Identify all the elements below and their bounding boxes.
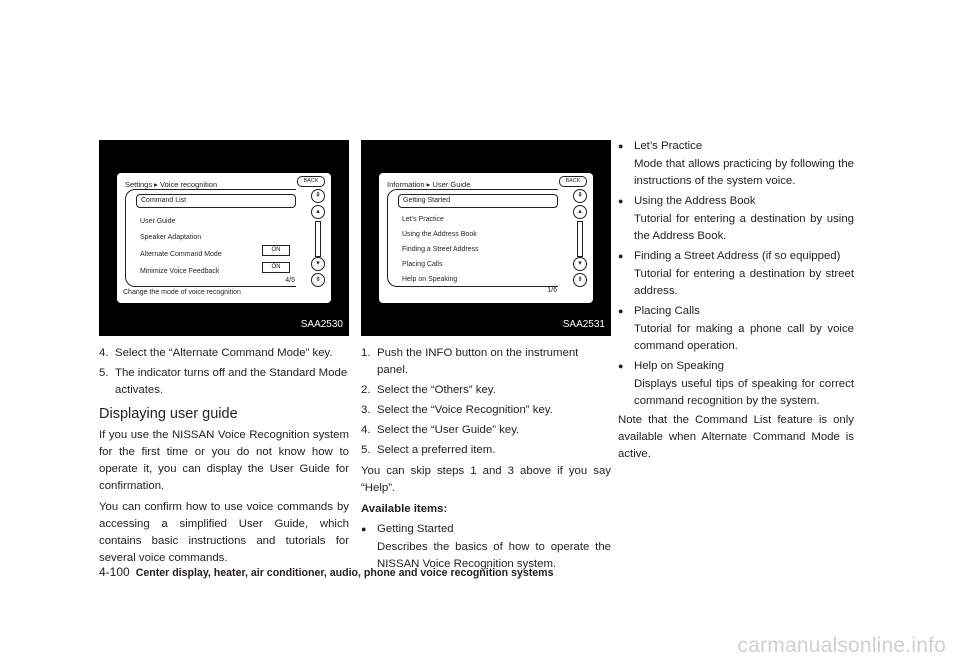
menu-item: Speaker Adaptation [140,234,202,241]
menu-item: Placing Calls [402,261,443,268]
menu-item: Minimize Voice Feedback [140,268,220,275]
screen-display [379,173,593,303]
available-items-heading: Available items: [361,503,448,515]
step-text: Select the “Others” key. [377,384,496,396]
bullet-icon: ● [618,196,624,206]
step-number: 5. [361,444,371,456]
scroll-up-icon: ▴ [573,205,587,219]
bullet-description: Mode that allows practicing by following the instructions of the system voice. [634,158,854,187]
menu-item: Let’s Practice [402,216,444,223]
scroll-up-icon: ▴ [311,205,325,219]
figure-caption: SAA2531 [562,319,605,330]
bullet-description: Tutorial for making a phone call by voice command operation. [634,323,854,352]
step-text: The indicator turns off and the Standard Mode activates. [115,367,348,396]
bullet-icon: ● [618,306,624,316]
bullet-text: Let’s Practice [634,140,703,152]
bullet-description: Describes the basics of how to operate the NISSAN Voice Recognition system. [377,541,611,570]
bullet-text: Using the Address Book [634,195,756,207]
scroll-top-icon: ⇞ [573,189,587,203]
menu-item: Alternate Command Mode [140,251,222,258]
column-right [618,138,854,463]
bullet-title [618,138,854,155]
scroll-track [315,221,321,257]
step [361,422,611,439]
scroll-down-icon: ▾ [311,257,325,271]
figure-voice-recognition-settings [99,140,349,336]
paragraph: If you use the NISSAN Voice Recognition system for the first time or you do not know how to operate it, you can display the User Guide for confirmation. [99,429,349,492]
section-heading: Displaying user guide [99,406,238,422]
step-text: Select the “Alternate Command Mode” key. [115,347,333,359]
step [99,365,349,399]
bullet-text: Help on Speaking [634,360,724,372]
menu-item: Command List [136,194,296,208]
scroll-bottom-icon: ⇟ [311,273,325,287]
menu-item: Finding a Street Address [402,246,479,253]
page-footer [99,565,553,579]
screen-title: Settings ▸ Voice recognition [125,180,218,189]
step-number: 5. [99,367,109,379]
bullet-icon: ● [361,524,367,534]
scroll-controls [311,189,325,285]
column-left [99,140,349,567]
bullet-icon: ● [618,251,624,261]
bullet-icon: ● [618,141,624,151]
step-number: 2. [361,384,371,396]
step [361,442,611,459]
watermark: carmanualsonline.info [737,634,946,657]
menu-item: User Guide [140,218,176,225]
bullet-title [618,248,854,265]
step [361,382,611,399]
scroll-track [577,221,583,257]
bullet-text: Getting Started [377,523,454,535]
bullet-title [618,193,854,210]
screen-title: Information ▸ User Guide [387,180,471,189]
figure-caption: SAA2530 [300,319,343,330]
scroll-bottom-icon: ⇟ [573,273,587,287]
page-indicator: 1/6 [547,287,557,294]
bullet-description: Tutorial for entering a destination by street address. [634,268,854,297]
menu-list [125,189,296,287]
bullet-title [618,303,854,320]
menu-item: Using the Address Book [402,231,477,238]
menu-list [387,189,558,287]
scroll-top-icon: ⇞ [311,189,325,203]
back-button: BACK [559,176,587,187]
bullet-text: Placing Calls [634,305,700,317]
menu-item: Help on Speaking [402,276,458,283]
on-indicator: ON [262,245,290,256]
back-button: BACK [297,176,325,187]
step-text: Push the INFO button on the instrument panel. [377,347,579,376]
status-text: Change the mode of voice recognition [123,289,241,296]
scroll-controls [573,189,587,285]
step-number: 4. [99,347,109,359]
bullet-title [361,521,611,538]
steps [361,345,611,459]
on-indicator: ON [262,262,290,273]
paragraph: You can skip steps 1 and 3 above if you say “Help”. [361,465,611,494]
bullet-title [618,358,854,375]
steps [99,345,349,399]
section-title: Center display, heater, air conditioner, audio, phone and voice recognition systems [135,567,554,579]
bullet-icon: ● [618,361,624,371]
step-number: 4. [361,424,371,436]
step-number: 3. [361,404,371,416]
step [99,345,349,362]
menu-item: Getting Started [398,194,558,208]
bullet-text: Finding a Street Address (if so equipped) [634,250,841,262]
step-text: Select the “Voice Recognition” key. [377,404,553,416]
paragraph: You can confirm how to use voice commands by accessing a simplified User Guide, which contains basic instructions and tutorials for several voice commands. [99,501,349,564]
note-paragraph: Note that the Command List feature is only available when Alternate Command Mode is active. [618,414,854,460]
step [361,402,611,419]
step-text: Select the “User Guide” key. [377,424,520,436]
screen-display [117,173,331,303]
bullet-description: Tutorial for entering a destination by using the Address Book. [634,213,854,242]
bullet-description: Displays useful tips of speaking for correct command recognition by the system. [634,378,854,407]
step-text: Select a preferred item. [377,444,496,456]
scroll-down-icon: ▾ [573,257,587,271]
page-number: 4-100 [99,565,130,579]
step-number: 1. [361,347,371,359]
page-indicator: 4/5 [285,277,295,284]
figure-user-guide [361,140,611,336]
column-middle [361,140,611,573]
step [361,345,611,379]
